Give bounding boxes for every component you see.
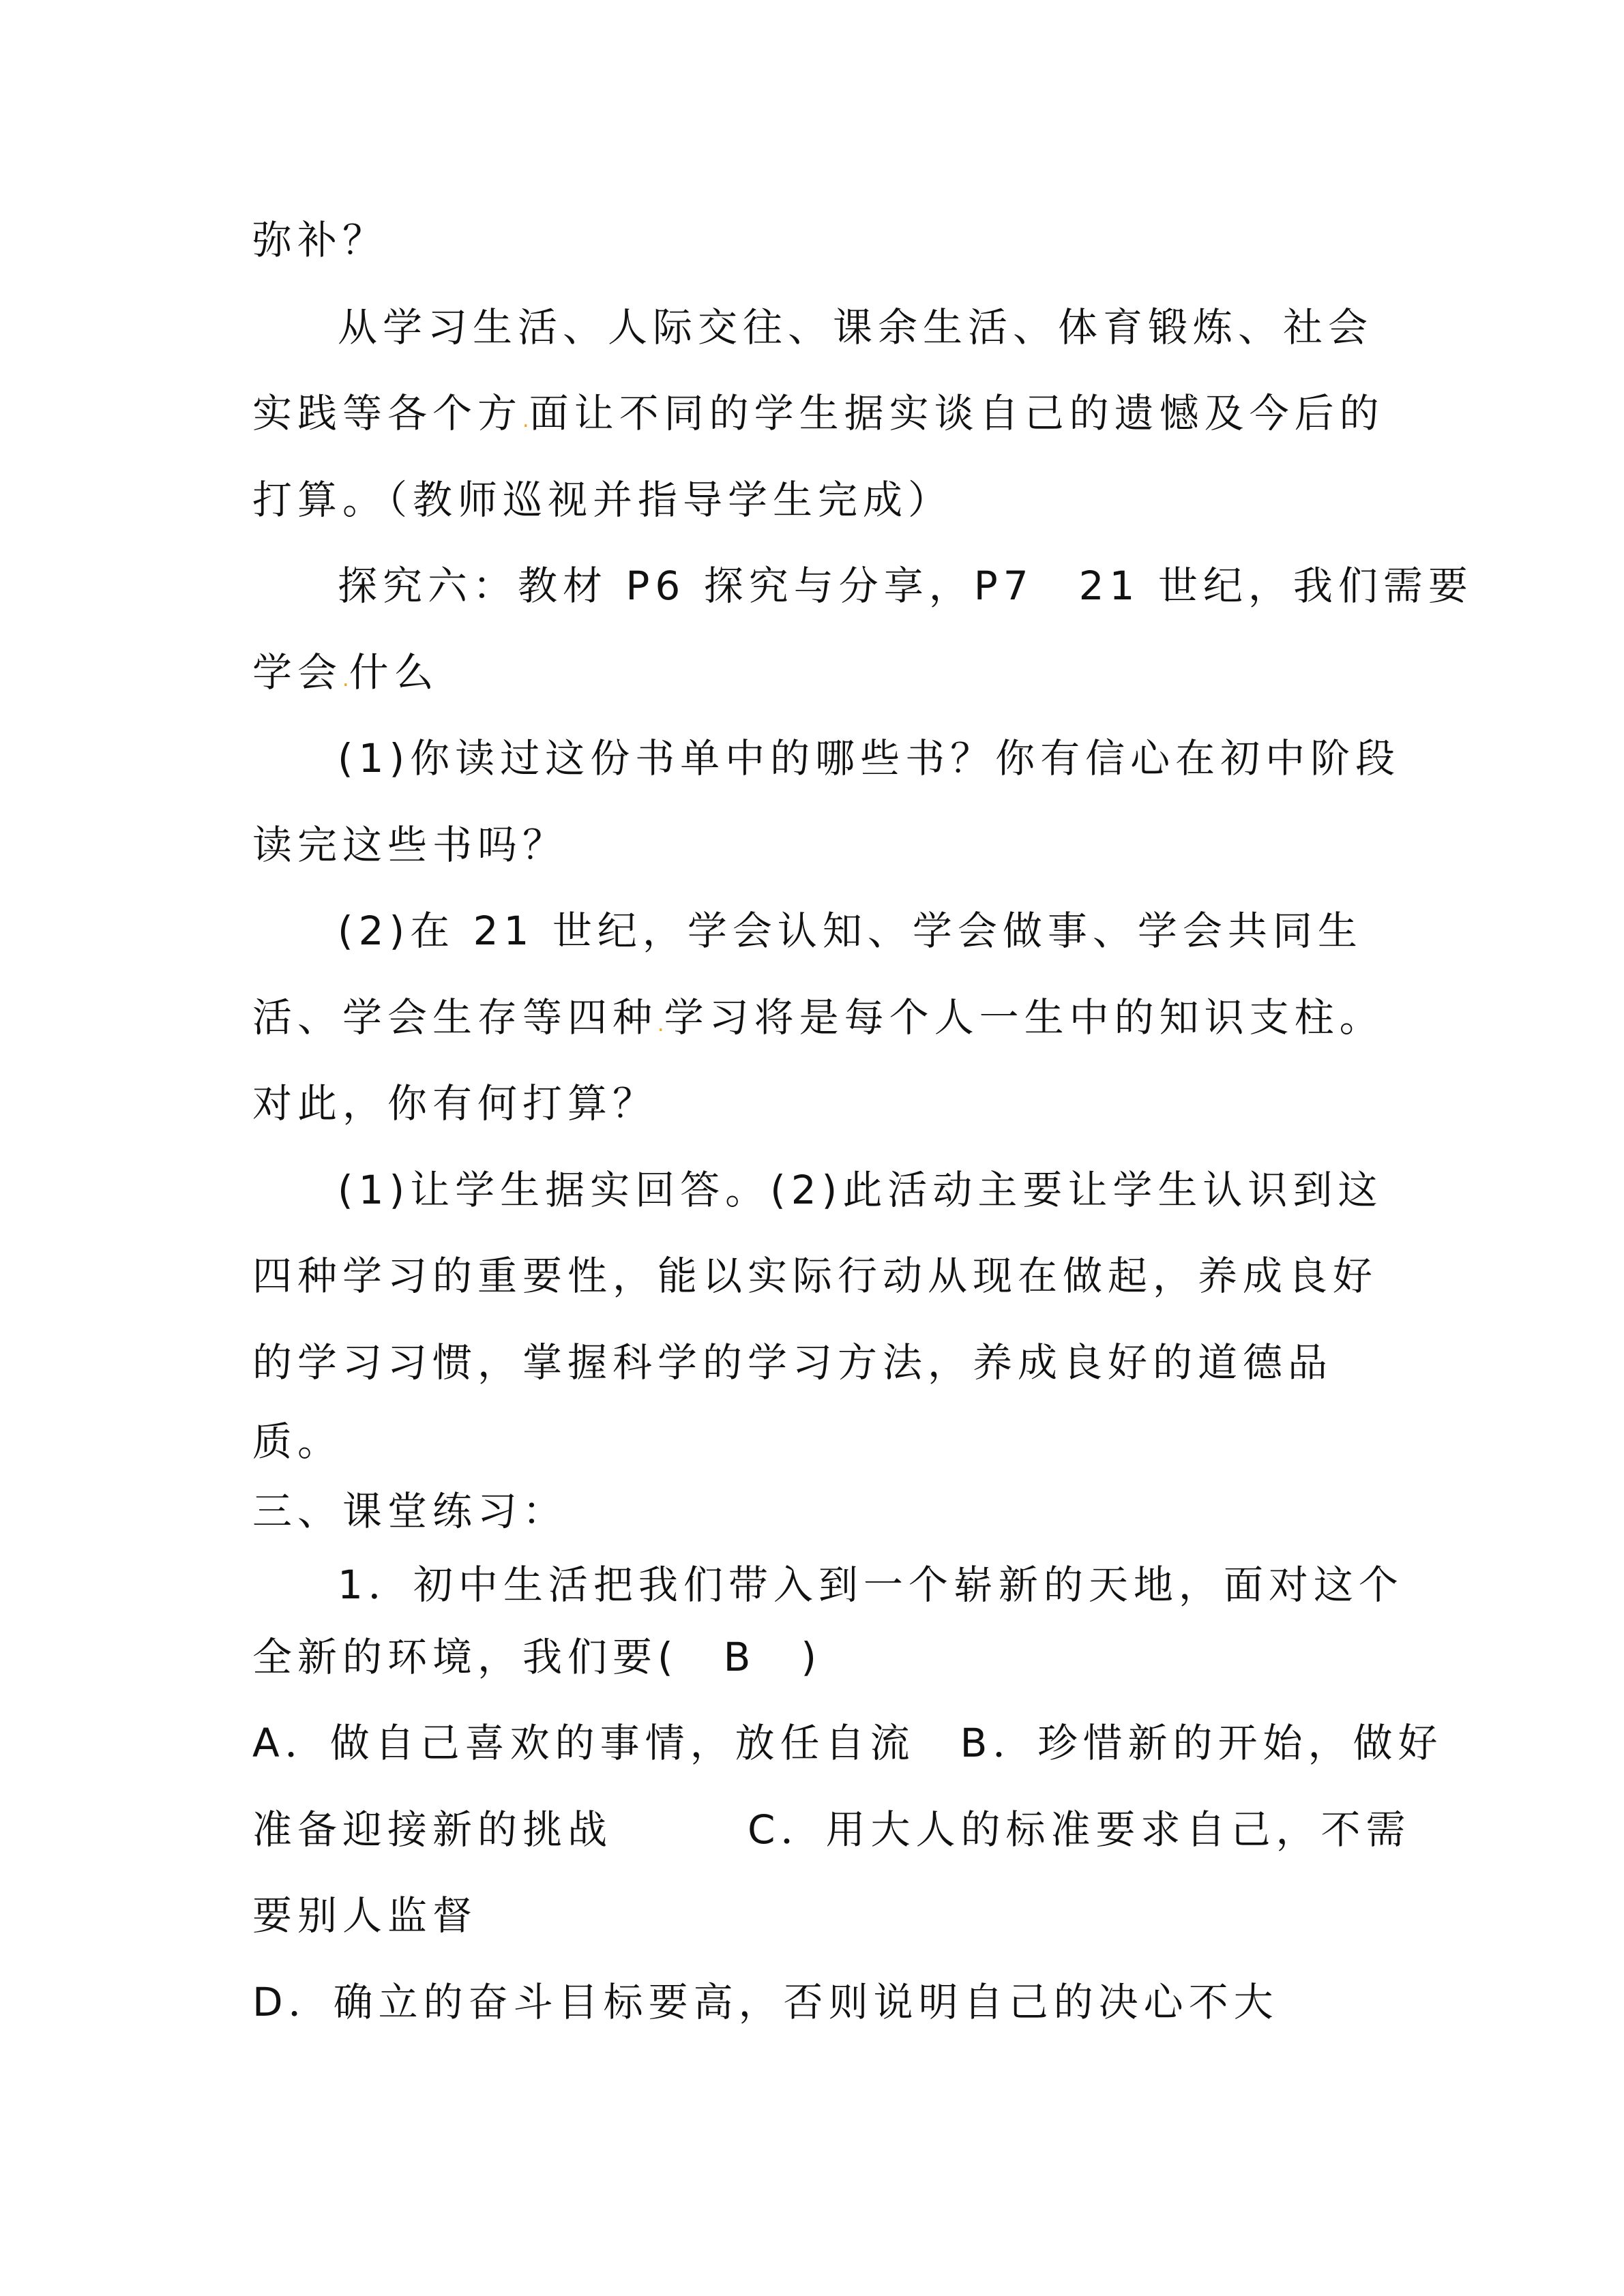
text-line: 对此，你有何打算？ [252, 1080, 658, 1127]
text-line: 弥补？ [252, 217, 388, 263]
text-line [252, 645, 439, 700]
text-line: 从学习生活、人际交往、课余生活、体育锻炼、社会 [338, 304, 1374, 351]
text-line [252, 386, 1385, 441]
text-line: 四种学习的重要性，能以实际行动从现在做起，养成良好 [252, 1253, 1378, 1299]
text-segment: 面让不同的学生据实谈自己的遗憾及今后的 [529, 390, 1385, 436]
text-line: 探究六：教材 P6 探究与分享，P7 21 世纪，我们需要 [338, 563, 1473, 609]
text-line: 的学习习惯，掌握科学的学习方法，养成良好的道德品 [252, 1339, 1333, 1386]
text-segment: 学会 [252, 649, 343, 696]
marker-dot: . [522, 408, 529, 432]
text-line: (1)你读过这份书单中的哪些书？你有信心在初中阶段 [338, 735, 1401, 781]
marker-dot: . [342, 668, 349, 691]
marker-dot: . [658, 1013, 664, 1037]
text-segment: 什么 [349, 649, 439, 696]
text-line: 读完这些书吗？ [252, 822, 568, 868]
text-line: 质。 [252, 1418, 343, 1465]
question-stem: 1．初中生活把我们带入到一个崭新的天地，面对这个 [338, 1562, 1404, 1608]
answer-options: 要别人监督 [252, 1892, 478, 1939]
text-segment: 实践等各个方 [252, 390, 523, 436]
answer-option-d: D．确立的奋斗目标要高，否则说明自己的决心不大 [252, 1979, 1279, 2025]
answer-options: A．做自己喜欢的事情，放任自流 B．珍惜新的开始，做好 [252, 1720, 1443, 1766]
text-line: (2)在 21 世纪，学会认知、学会做事、学会共同生 [338, 908, 1363, 954]
text-line: (1)让学生据实回答。(2)此活动主要让学生认识到这 [338, 1167, 1383, 1213]
text-segment: 学习将是每个人一生中的知识支柱。 [664, 994, 1385, 1041]
answer-options: 准备迎接新的挑战 C．用大人的标准要求自己，不需 [252, 1806, 1411, 1853]
text-line: 打算。（教师巡视并指导学生完成） [252, 477, 954, 523]
question-stem: 全新的环境，我们要( B ) [252, 1634, 823, 1680]
text-segment: 活、学会生存等四种 [252, 994, 658, 1041]
section-heading: 三、课堂练习： [252, 1488, 568, 1534]
text-line [252, 990, 1385, 1045]
